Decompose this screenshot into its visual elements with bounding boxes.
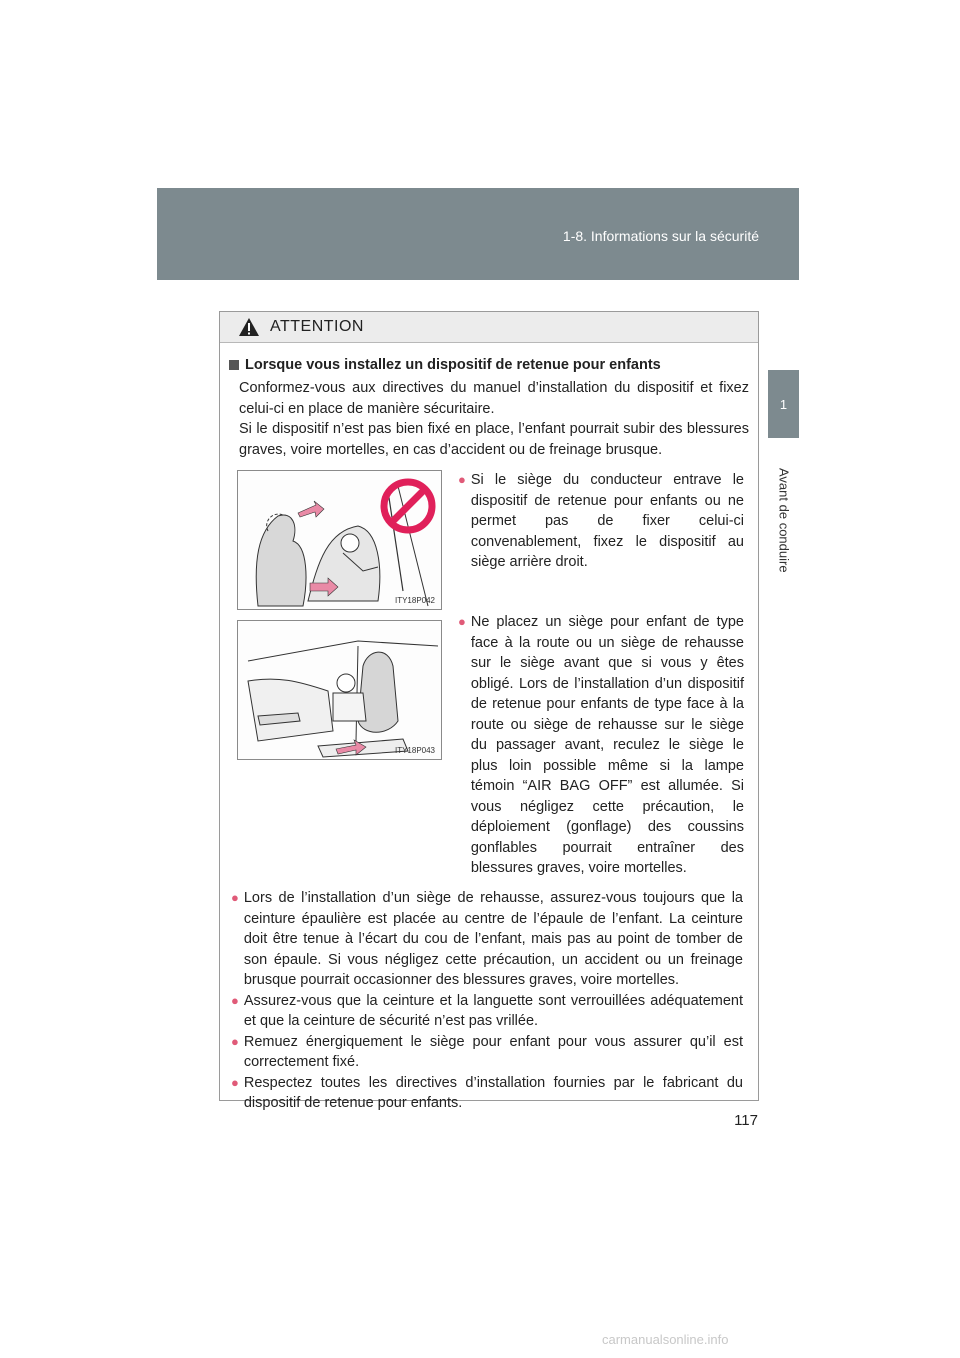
caution-title: ATTENTION <box>270 318 364 335</box>
figure-2-text: ● Ne placez un siège pour enfant de type face à la route ou un siège de rehausse sur le siège avant que si vous y êtes obligé. Lors de l’installation d’un dispositif de retenue pour enfants de type face à la route ou siège de rehausse sur le siège du passager avant, reculez le siège le plus loin possible même si la lampe témoin “AIR BAG OFF” est allumée. Si vous négligez cette précaution, le déploiement (gonflage) des coussins gonflables pourrait entraîner des blessures graves, voire mortelles. <box>458 612 744 879</box>
list-item: ● Assurez-vous que la ceinture et la languette sont verrouillées adéquatement et que la ceinture de sécurité n’est pas vrillée. <box>231 991 743 1032</box>
caution-header <box>220 312 758 343</box>
intro-paragraph-2: Si le dispositif n’est pas bien fixé en place, l’enfant pourrait subir des blessures graves, voire mortelles, en cas d’accident ou de freinage brusque. <box>239 421 749 458</box>
child-seat-prohibit-illustration <box>238 471 442 610</box>
list-item: ● Remuez énergiquement le siège pour enfant pour vous assurer qu’il est correctement fixé. <box>231 1032 743 1073</box>
square-bullet-icon <box>229 360 239 370</box>
warning-icon <box>238 317 260 337</box>
circle-bullet-icon: ● <box>231 992 239 1008</box>
figure-code: ITY18P043 <box>394 746 435 755</box>
caution-box <box>219 311 759 1111</box>
circle-bullet-icon: ● <box>231 890 239 905</box>
circle-bullet-icon: ● <box>458 614 466 629</box>
list-item: ● Lors de l’installation d’un siège de rehausse, assurez-vous toujours que la ceinture épaulière est placée au centre de l’épaule de l’enfant. La ceinture doit être tenue à l’écart du cou de l’enfant, mais pas au point de tomber de son épaule. Si vous négligez cette précaution, un accident ou un freinage brusque pourrait occasionner des blessures graves, voire mortelles. <box>231 888 743 991</box>
circle-bullet-icon: ● <box>231 1074 239 1090</box>
figure-row-2 <box>229 612 749 882</box>
caution-subheading: Lorsque vous installez un dispositif de retenue pour enfants <box>229 355 749 375</box>
figure-1-text: ● Si le siège du conducteur entrave le dispositif de retenue pour enfants ou ne permet pas de fixer celui-ci convenablement, fixez le dispositif au siège arrière droit. <box>458 470 744 573</box>
circle-bullet-icon: ● <box>231 1033 239 1049</box>
chapter-title: Avant de conduire <box>776 467 792 573</box>
figure-code: ITY18P042 <box>394 596 435 605</box>
section-title: 1-8. Informations sur la sécurité <box>562 228 759 244</box>
header-band <box>157 188 799 280</box>
chapter-tab[interactable] <box>768 370 799 438</box>
watermark: carmanualsonline.info <box>602 1332 729 1347</box>
page-number: 117 <box>734 1112 758 1129</box>
illustration-driver-seat <box>237 470 442 610</box>
chapter-number: 1 <box>779 396 788 412</box>
circle-bullet-icon: ● <box>458 472 466 487</box>
caution-bullet-list <box>229 888 749 1114</box>
intro-paragraph-1: Conformez-vous aux directives du manuel d’installation du dispositif et fixez celui-ci en place de manière sécuritaire. <box>239 380 749 417</box>
list-item: ● Respectez toutes les directives d’installation fournies par le fabricant du dispositif de retenue pour enfants. <box>231 1073 743 1114</box>
figure-row-1 <box>229 470 749 610</box>
caution-body <box>220 343 758 1114</box>
booster-seat-illustration <box>238 621 442 760</box>
illustration-passenger-seat <box>237 620 442 760</box>
